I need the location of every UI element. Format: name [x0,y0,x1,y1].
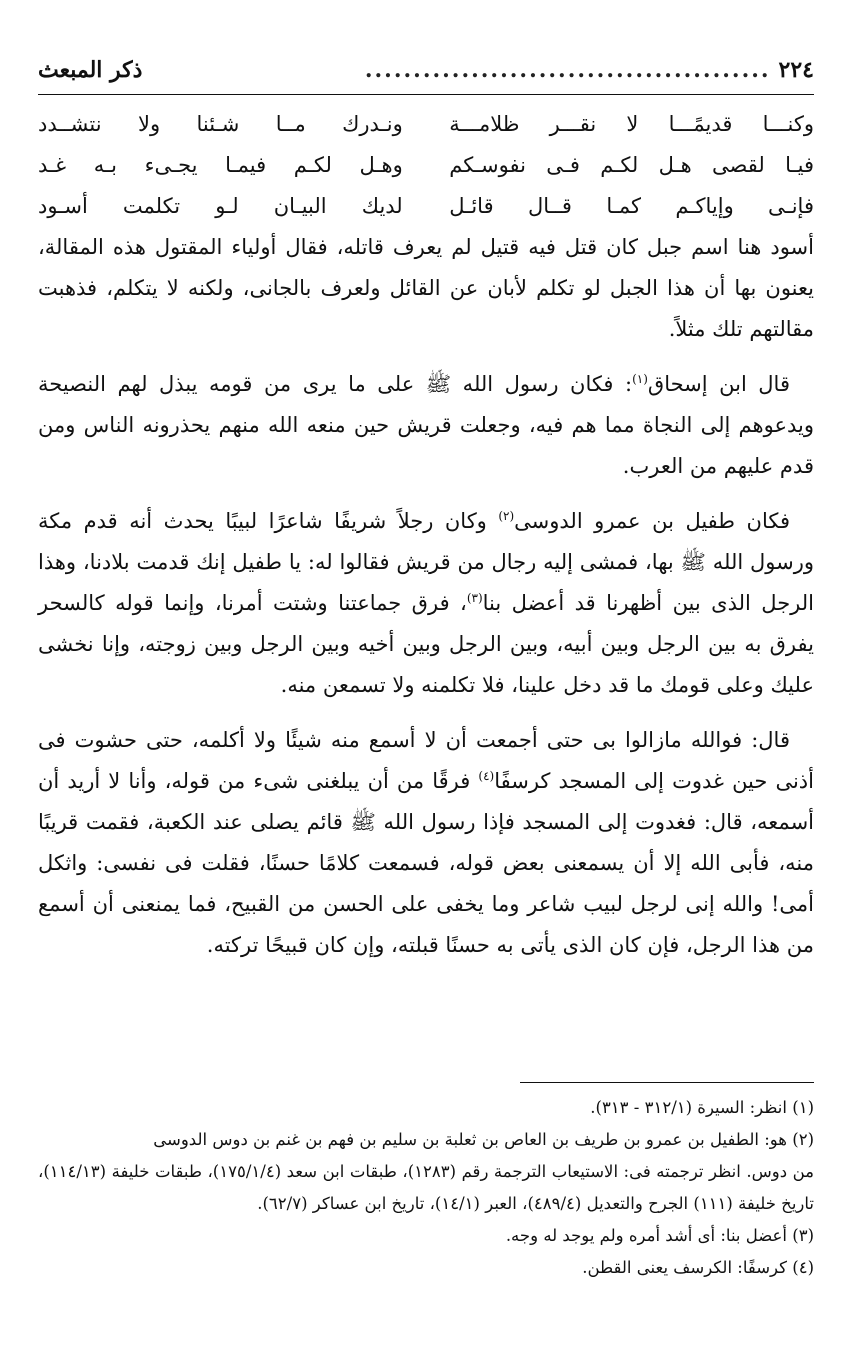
paragraph-tufail [38,501,814,706]
footnote [38,1124,814,1156]
paragraph-text: فرقًا من أن يبلغنى شىء من قوله، وأنا لا أريد أن أسمعه، قال: فغدوت إلى المسجد فإذا رسول الله ﷺ قائم يصلى عند الكعبة، فقمت قريبًا منه، فأبى الله إلا أن يسمعنى بعض قوله، فسمعت كلامًا حسنًا، فقلت فى نفسى: واثكل أمى! والله إنى لرجل لبيب شاعر وما يخفى على الحسن من القبيح، فما يمنعنى أن أسمع من هذا الرجل، فإن كان الذى يأتى به حسنًا قبلته، وإن كان قبيحًا تركته. [38,769,814,957]
verse-second-hemistich: ونـدرك مــا شـئنا ولا نتشــدد [38,112,403,136]
verse-first-hemistich: فإنـى وإياكـم كمـا قــال قائـل [449,194,814,218]
footnote [38,1220,814,1252]
footnotes [38,1092,814,1284]
paragraph-text: ، فرق جماعتنا وشتت أمرنا، وإنما قوله كالسحر يفرق به بين الرجل وبين أبيه، وبين الرجل وبين أخيه وبين الرجل وبين زوجته، وإنا نخشى عليك وعلى قومك ما قد دخل علينا، فلا تكلمنه ولا تسمعن منه. [38,591,814,697]
paragraph-explanation [38,227,814,350]
verse-first-hemistich: فيـا لقصى هـل لكـم فـى نفوسـكم [449,153,814,177]
main-text [38,227,814,966]
verse-first-hemistich: وكنـــا قديمًـــا لا نقـــر ظلامـــة [449,112,814,136]
header-rule [38,94,814,95]
footnote-continuation: من دوس. انظر ترجمته فى: الاستيعاب الترجمة رقم (١٢٨٣)، طبقات ابن سعد (١٧٥/١/٤)، طبقات خليفة (١١٤/١٣)، تاريخ خليفة (١١١) الجرح والتعديل (٤٨٩/٤)، العبر (١٤/١)، تاريخ ابن عساكر (٦٢/٧). [38,1162,814,1213]
footnote-number: (١) [792,1098,814,1117]
chapter-title: ذكر المبعث [38,57,143,83]
footnote [38,1252,814,1284]
footnote-number: (٣) [792,1226,814,1245]
book-page [38,50,814,1350]
footnote-number: (٢) [792,1130,814,1149]
verse-line [38,186,814,227]
footnote [38,1092,814,1124]
paragraph-ibn-ishaq [38,364,814,487]
footnote-text: أعضل بنا: أى أشد أمره ولم يوجد له وجه. [505,1226,787,1245]
verse-second-hemistich: لديك البيـان لـو تكلمت أسـود [38,194,403,218]
leader-dots: .......................................... [364,57,771,83]
paragraph-text: قال ابن إسحاق [647,372,790,396]
footnote-ref: (٢) [498,509,515,523]
running-header [38,50,814,98]
footnote-text: كرسفًا: الكرسف يعنى القطن. [582,1258,787,1277]
footnote-number: (٤) [792,1258,814,1277]
verse-line [38,104,814,145]
paragraph-qala [38,720,814,966]
page-number: ٢٢٤ [778,57,814,83]
footnote-ref: (٤) [478,769,495,783]
footnote-text: هو: الطفيل بن عمرو بن طريف بن العاص بن ثعلبة بن سليم بن فهم بن غنم بن دوس الدوسى [153,1130,787,1149]
footnote-text: انظر: السيرة (٣١٢/١ - ٣١٣). [590,1098,787,1117]
footnote-separator [520,1082,814,1083]
verse-second-hemistich: وهـل لكـم فيمـا يجـىء بـه غـد [38,153,403,177]
footnote-ref: (٣) [466,591,483,605]
paragraph-text: فكان طفيل بن عمرو الدوسى [514,509,790,533]
footnote-ref: (١) [632,372,648,386]
paragraph-text: قال: فوالله مازالوا بى حتى أجمعت أن لا أسمع منه شيئًا ولا أكلمه، حتى حشوت فى أذنى حين غدوت إلى المسجد كرسفًا [38,728,814,793]
paragraph-text: أسود هنا اسم جبل كان قتل فيه قتيل لم يعرف قاتله، فقال أولياء المقتول هذه المقالة، يعنون بها أن هذا الجبل لو تكلم لأبان عن القائل ولعرف بالجانى، ولكنه لا يتكلم، فذهبت مقالتهم تلك مثلاً. [38,235,814,341]
poem-verses [38,104,814,227]
paragraph-text: وكان رجلاً شريفًا شاعرًا لبيبًا يحدث أنه قدم مكة ورسول الله ﷺ بها، فمشى إليه رجال من قريش فقالوا له: يا طفيل إنك قدمت بلادنا، وهذا الرجل الذى بين أظهرنا قد أعضل بنا [38,509,815,615]
verse-line [38,145,814,186]
paragraph-text: : فكان رسول الله ﷺ على ما يرى من قومه يبذل لهم النصيحة ويدعوهم إلى النجاة مما هم فيه، وجعلت قريش حين منعه الله منهم يحذرونه الناس ومن قدم عليهم من العرب. [38,372,814,478]
